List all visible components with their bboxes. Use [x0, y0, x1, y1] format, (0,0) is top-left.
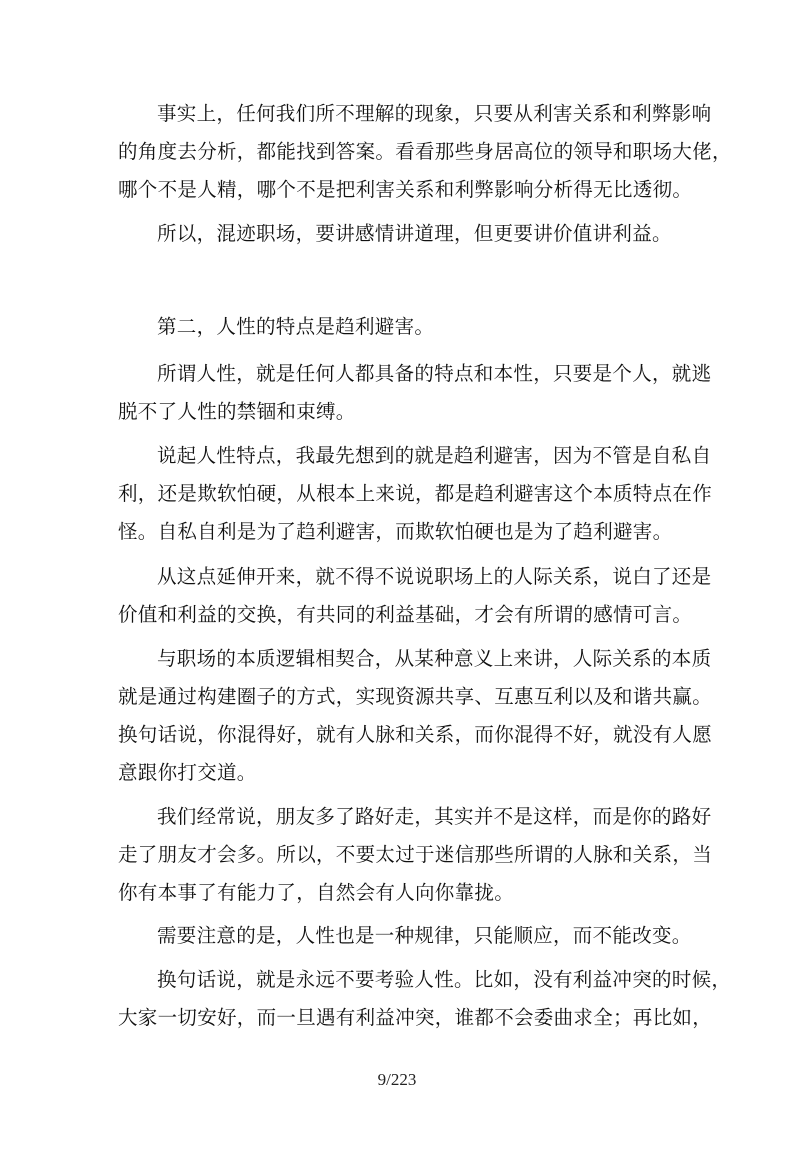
paragraph-9 — [118, 961, 732, 1037]
paragraph-1 — [118, 95, 732, 209]
page-number: 9/223 — [377, 1070, 417, 1089]
text-line: 价值和利益的交换，有共同的利益基础，才会有所谓的感情可言。 — [118, 603, 693, 626]
text-line: 就是通过构建圈子的方式，实现资源共享、互惠互利以及和谐共赢。 — [118, 685, 713, 708]
paragraph-8 — [118, 917, 708, 955]
text-line: 与职场的本质逻辑相契合，从某种意义上来讲，人际关系的本质 — [157, 647, 712, 670]
text-line: 第二，人性的特点是趋利避害。 — [157, 315, 435, 338]
text-line: 走了朋友才会多。所以，不要太过于迷信那些所谓的人脉和关系，当 — [118, 843, 713, 866]
text-line: 脱不了人性的禁锢和束缚。 — [118, 400, 356, 423]
text-line: 利，还是欺软怕硬，从根本上来说，都是趋利避害这个本质特点在作 — [118, 482, 713, 505]
paragraph-6 — [118, 640, 713, 792]
paragraph-3 — [118, 355, 712, 431]
text-line: 你有本事了有能力了，自然会有人向你靠拢。 — [118, 881, 515, 904]
text-line: 所谓人性，就是任何人都具备的特点和本性，只要是个人，就逃 — [157, 362, 712, 385]
text-line: 所以，混迹职场，要讲感情讲道理，但更要讲价值讲利益。 — [157, 222, 672, 245]
text-line: 我们经常说，朋友多了路好走，其实并不是这样，而是你的路好 — [157, 805, 712, 828]
text-line: 意跟你打交道。 — [118, 761, 257, 784]
paragraph-2 — [118, 215, 708, 253]
text-line: 说起人性特点，我最先想到的就是趋利避害，因为不管是自私自 — [157, 444, 712, 467]
text-line: 从这点延伸开来，就不得不说说职场上的人际关系，说白了还是 — [157, 565, 712, 588]
text-line: 事实上，任何我们所不理解的现象，只要从利害关系和利弊影响 — [157, 102, 712, 125]
text-line: 大家一切安好，而一旦遇有利益冲突，谁都不会委曲求全；再比如， — [118, 1006, 713, 1029]
text-line: 换句话说，你混得好，就有人脉和关系，而你混得不好，就没有人愿 — [118, 723, 713, 746]
paragraph-5 — [118, 558, 712, 634]
text-line: 哪个不是人精，哪个不是把利害关系和利弊影响分析得无比透彻。 — [118, 178, 693, 201]
section-heading — [118, 308, 708, 346]
text-line: 的角度去分析，都能找到答案。看看那些身居高位的领导和职场大佬， — [118, 140, 732, 163]
text-line: 需要注意的是，人性也是一种规律，只能顺应，而不能改变。 — [157, 924, 692, 947]
paragraph-7 — [118, 798, 713, 912]
text-line: 换句话说，就是永远不要考验人性。比如，没有利益冲突的时候， — [157, 968, 732, 991]
paragraph-4 — [118, 437, 713, 551]
text-line: 怪。自私自利是为了趋利避害，而欺软怕硬也是为了趋利避害。 — [118, 520, 673, 543]
